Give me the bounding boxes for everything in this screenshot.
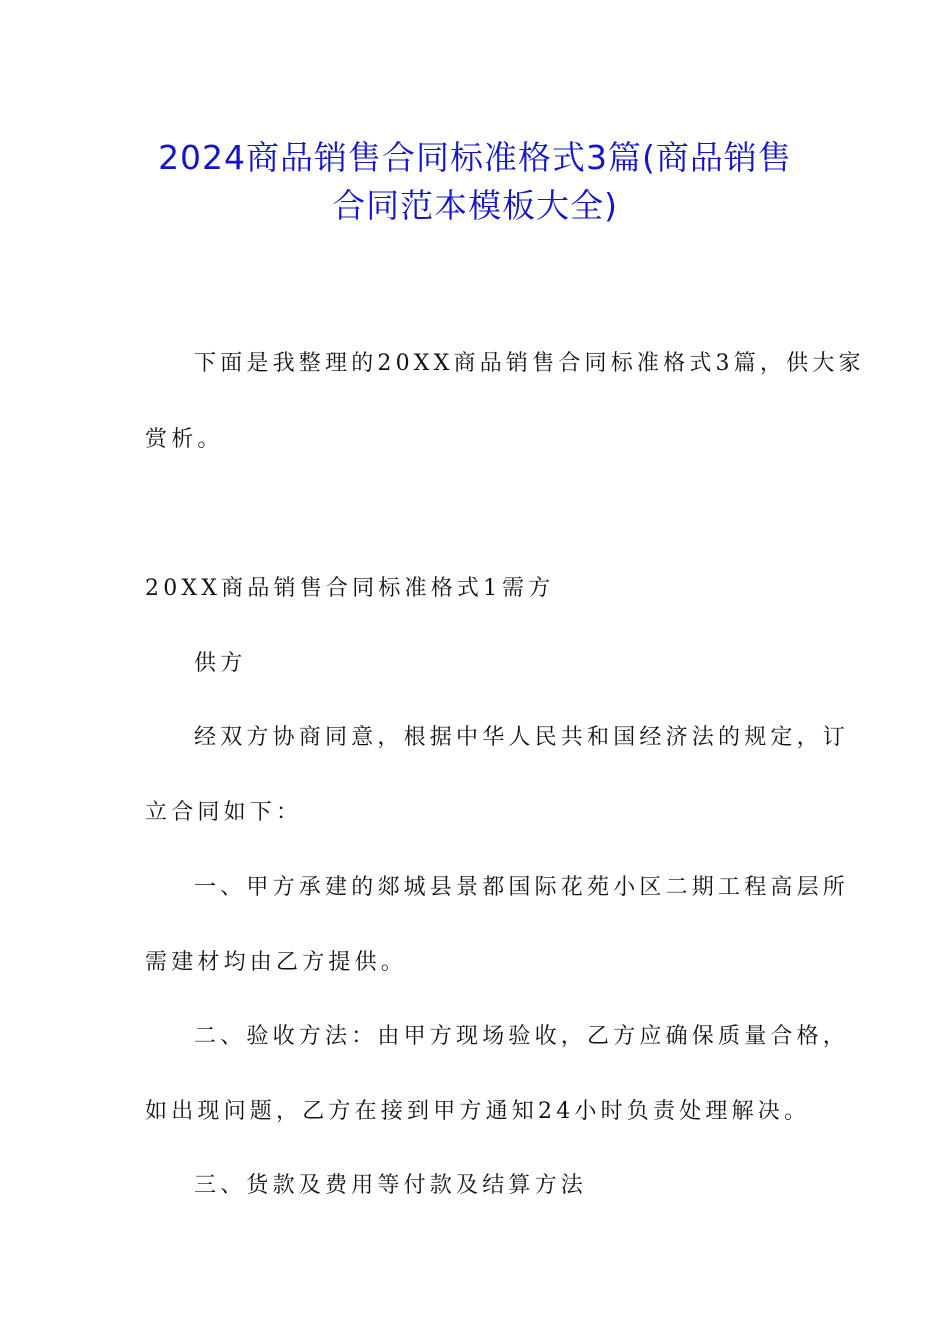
party-supply-label: 供方 xyxy=(194,651,247,676)
agreement-text-line-2: 立合同如下： xyxy=(145,800,303,825)
section-heading: 20XX商品销售合同标准格式1 xyxy=(145,576,502,601)
document-title-line-2: 合同范本模板大全) xyxy=(332,186,618,225)
clause-1-line-1: 一、甲方承建的郯城县景都国际花苑小区二期工程高层所 xyxy=(194,875,850,900)
intro-text-line-2: 赏析。 xyxy=(145,427,224,452)
agreement-text-line-1: 经双方协商同意，根据中华人民共和国经济法的规定，订 xyxy=(194,725,850,750)
document-title-line-1: 2024商品销售合同标准格式3篇(商品销售 xyxy=(158,138,792,177)
intro-text-line-1: 下面是我整理的20XX商品销售合同标准格式3篇，供大家 xyxy=(194,351,865,376)
party-need-label: 需方 xyxy=(502,576,555,601)
clause-2-line-2: 如出现问题，乙方在接到甲方通知24小时负责处理解决。 xyxy=(145,1099,811,1124)
clause-1-line-2: 需建材均由乙方提供。 xyxy=(145,950,408,975)
clause-3-line-1: 三、货款及费用等付款及结算方法 xyxy=(194,1173,588,1198)
clause-2-line-1: 二、验收方法：由甲方现场验收，乙方应确保质量合格， xyxy=(194,1024,850,1049)
